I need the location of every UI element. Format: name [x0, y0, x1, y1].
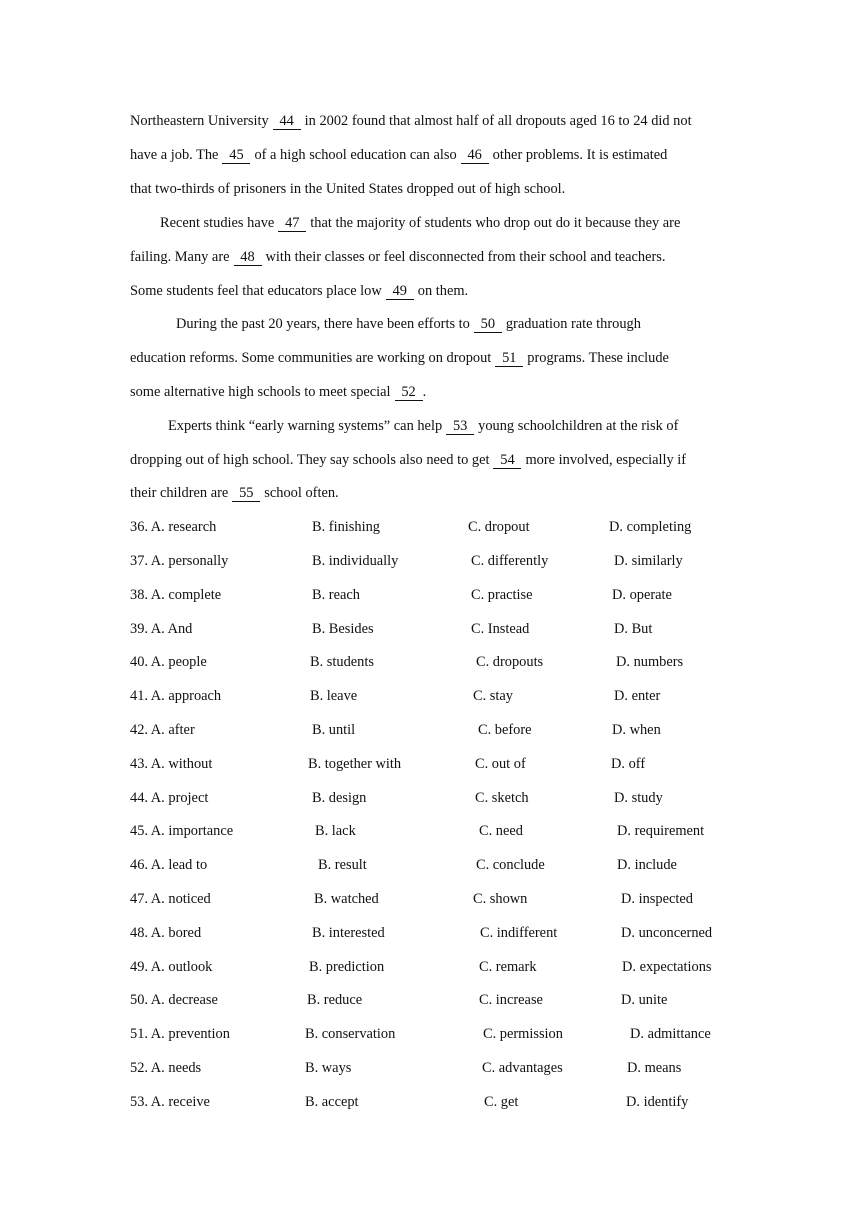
- option-d: D. means: [627, 1060, 682, 1076]
- question-row: [0, 619, 860, 639]
- passage-line: [130, 247, 735, 267]
- question-row: [0, 585, 860, 605]
- passage-text: dropping out of high school. They say schools also need to get: [130, 452, 490, 468]
- blank-54: 54: [493, 453, 521, 469]
- passage-text: young schoolchildren at the risk of: [478, 418, 679, 434]
- option-d: D. identify: [626, 1094, 689, 1110]
- question-row: [0, 1092, 860, 1112]
- option-b: B. design: [312, 790, 367, 806]
- option-c: C. advantages: [482, 1060, 563, 1076]
- option-c: C. sketch: [475, 790, 529, 806]
- option-b: B. individually: [312, 553, 399, 569]
- option-c: C. increase: [479, 992, 543, 1008]
- option-a: 41. A. approach: [130, 688, 222, 704]
- option-c: C. shown: [473, 891, 528, 907]
- option-c: C. dropouts: [476, 654, 544, 670]
- option-d: D. But: [614, 621, 653, 637]
- option-b: B. reach: [312, 587, 360, 603]
- option-a: 53. A. receive: [130, 1094, 210, 1110]
- question-row: [0, 720, 860, 740]
- question-row: [0, 821, 860, 841]
- passage-text: that the majority of students who drop out do it because they are: [310, 215, 681, 231]
- blank-55: 55: [232, 486, 260, 502]
- option-d: D. inspected: [621, 891, 693, 907]
- question-row: [0, 1024, 860, 1044]
- option-c: C. need: [479, 823, 523, 839]
- blank-48: 48: [234, 250, 262, 266]
- option-a: 51. A. prevention: [130, 1026, 230, 1042]
- option-b: B. reduce: [307, 992, 363, 1008]
- option-b: B. interested: [312, 925, 385, 941]
- passage-text: Experts think “early warning systems” can help: [168, 418, 443, 434]
- option-a: 40. A. people: [130, 654, 207, 670]
- option-d: D. include: [617, 857, 677, 873]
- option-d: D. expectations: [622, 959, 712, 975]
- passage-text: Some students feel that educators place low: [130, 283, 382, 299]
- option-d: D. numbers: [616, 654, 684, 670]
- question-row: [0, 923, 860, 943]
- question-row: [0, 889, 860, 909]
- option-c: C. stay: [473, 688, 513, 704]
- option-d: D. unite: [621, 992, 668, 1008]
- option-a: 48. A. bored: [130, 925, 202, 941]
- option-b: B. watched: [314, 891, 379, 907]
- passage-text: Recent studies have: [160, 215, 275, 231]
- passage-line: [130, 382, 735, 402]
- option-a: 46. A. lead to: [130, 857, 208, 873]
- question-row: [0, 517, 860, 537]
- passage-text: on them.: [417, 283, 469, 299]
- option-d: D. unconcerned: [621, 925, 713, 941]
- passage-text: Northeastern University: [130, 113, 269, 129]
- option-d: D. operate: [612, 587, 672, 603]
- passage-line: [130, 111, 735, 131]
- passage-text: some alternative high schools to meet special: [130, 384, 391, 400]
- passage-text: other problems. It is estimated: [492, 147, 668, 163]
- passage-text: education reforms. Some communities are working on dropout: [130, 350, 492, 366]
- option-c: C. Instead: [471, 621, 530, 637]
- question-row: [0, 855, 860, 875]
- blank-45: 45: [222, 148, 250, 164]
- option-a: 42. A. after: [130, 722, 195, 738]
- option-b: B. lack: [315, 823, 356, 839]
- option-d: D. enter: [614, 688, 661, 704]
- option-b: B. prediction: [309, 959, 385, 975]
- passage-text: .: [422, 384, 427, 400]
- passage-text: more involved, especially if: [525, 452, 687, 468]
- option-b: B. leave: [310, 688, 358, 704]
- passage-text: of a high school education can also: [254, 147, 457, 163]
- option-b: B. students: [310, 654, 374, 670]
- blank-52: 52: [395, 385, 423, 401]
- passage-line: [160, 213, 720, 233]
- passage-line: [130, 483, 735, 503]
- question-row: [0, 957, 860, 977]
- option-a: 37. A. personally: [130, 553, 229, 569]
- passage-text: with their classes or feel disconnected from their school and teachers.: [265, 249, 666, 265]
- option-b: B. finishing: [312, 519, 380, 535]
- question-row: [0, 990, 860, 1010]
- passage-text: that two-thirds of prisoners in the United States dropped out of high school.: [130, 181, 566, 197]
- passage-text: failing. Many are: [130, 249, 230, 265]
- passage-line: [130, 450, 735, 470]
- option-a: 50. A. decrease: [130, 992, 218, 1008]
- blank-51: 51: [495, 351, 523, 367]
- option-b: B. until: [312, 722, 356, 738]
- option-d: D. study: [614, 790, 663, 806]
- option-a: 49. A. outlook: [130, 959, 213, 975]
- passage-line: [176, 314, 781, 334]
- option-a: 44. A. project: [130, 790, 209, 806]
- question-row: [0, 754, 860, 774]
- option-b: B. ways: [305, 1060, 352, 1076]
- option-c: C. permission: [483, 1026, 563, 1042]
- option-a: 43. A. without: [130, 756, 213, 772]
- option-b: B. Besides: [312, 621, 374, 637]
- option-d: D. off: [611, 756, 646, 772]
- passage-text: in 2002 found that almost half of all dropouts aged 16 to 24 did not: [304, 113, 692, 129]
- option-d: D. admittance: [630, 1026, 711, 1042]
- option-b: B. conservation: [305, 1026, 396, 1042]
- passage-text: their children are: [130, 485, 229, 501]
- question-row: [0, 551, 860, 571]
- option-a: 52. A. needs: [130, 1060, 202, 1076]
- blank-46: 46: [461, 148, 489, 164]
- passage-line: [168, 416, 733, 436]
- option-b: B. result: [318, 857, 367, 873]
- option-d: D. similarly: [614, 553, 683, 569]
- passage-text: graduation rate through: [505, 316, 641, 332]
- passage-line: [130, 348, 735, 368]
- blank-47: 47: [278, 216, 306, 232]
- question-row: [0, 686, 860, 706]
- option-a: 36. A. research: [130, 519, 217, 535]
- option-b: B. together with: [308, 756, 402, 772]
- option-a: 38. A. complete: [130, 587, 222, 603]
- option-a: 47. A. noticed: [130, 891, 211, 907]
- option-c: C. get: [484, 1094, 519, 1110]
- option-c: C. before: [478, 722, 532, 738]
- option-c: C. practise: [471, 587, 533, 603]
- question-row: [0, 1058, 860, 1078]
- blank-53: 53: [446, 419, 474, 435]
- option-c: C. remark: [479, 959, 537, 975]
- passage-text: During the past 20 years, there have been efforts to: [176, 316, 470, 332]
- option-c: C. dropout: [468, 519, 530, 535]
- question-row: [0, 652, 860, 672]
- option-c: C. conclude: [476, 857, 545, 873]
- option-d: D. completing: [609, 519, 692, 535]
- option-a: 39. A. And: [130, 621, 193, 637]
- option-a: 45. A. importance: [130, 823, 234, 839]
- passage-text: programs. These include: [527, 350, 669, 366]
- passage-line: [130, 145, 735, 165]
- option-c: C. indifferent: [480, 925, 558, 941]
- option-b: B. accept: [305, 1094, 359, 1110]
- option-c: C. out of: [475, 756, 526, 772]
- passage-text: have a job. The: [130, 147, 219, 163]
- option-c: C. differently: [471, 553, 549, 569]
- blank-49: 49: [386, 284, 414, 300]
- option-d: D. requirement: [617, 823, 705, 839]
- passage-line: [130, 281, 735, 301]
- option-d: D. when: [612, 722, 661, 738]
- passage-text: school often.: [264, 485, 339, 501]
- passage-line: [130, 179, 735, 199]
- blank-50: 50: [474, 317, 502, 333]
- question-row: [0, 788, 860, 808]
- blank-44: 44: [273, 114, 301, 130]
